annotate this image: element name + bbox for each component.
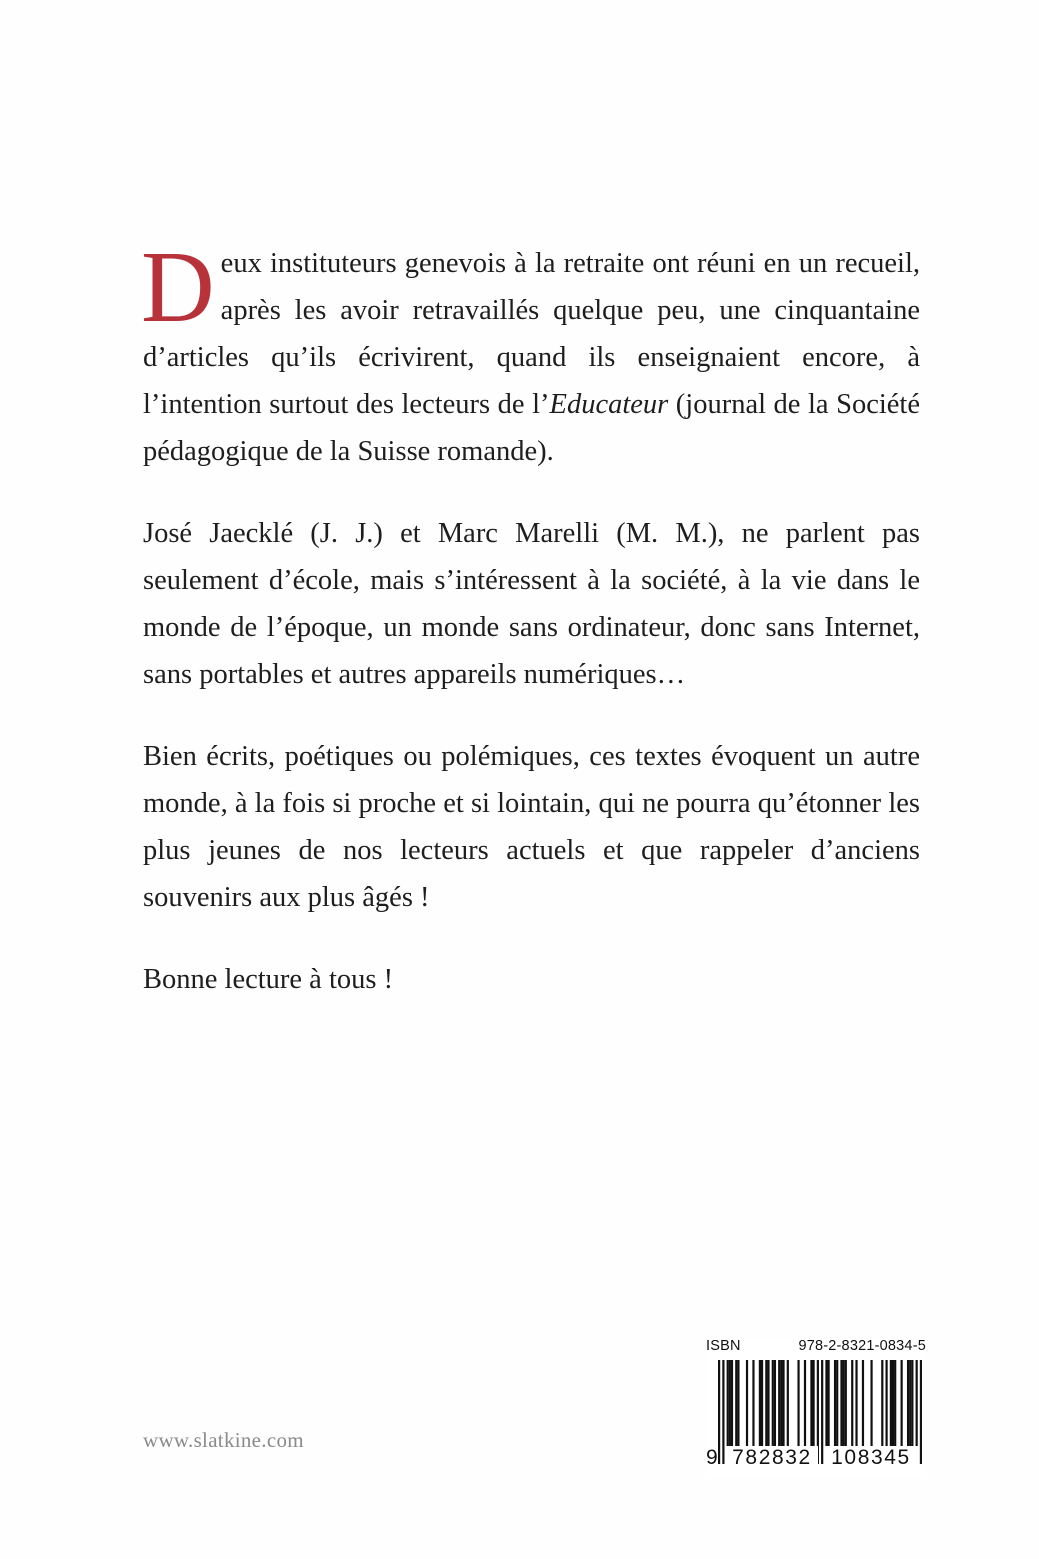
barcode-digits-left: 782832 — [726, 1446, 818, 1470]
barcode-bar — [729, 1360, 731, 1452]
barcode-bar — [836, 1360, 838, 1452]
blurb-paragraph-3: Bien écrits, poétiques ou polémiques, ces textes évoquent un autre monde, à la fois si proche et si lointain, qui ne pourra qu’étonner les plus jeunes de nos lecteurs actuels et que rappeler d’anciens souvenirs aux plus âgés ! — [143, 741, 920, 913]
barcode-bar — [894, 1360, 896, 1452]
isbn-line — [706, 1338, 926, 1358]
barcode-bar — [840, 1360, 842, 1452]
barcode-bar — [752, 1360, 754, 1452]
barcode-bar — [881, 1360, 883, 1452]
barcode-bar — [851, 1360, 853, 1452]
barcode-bar — [767, 1360, 769, 1452]
barcode-digit-first: 9 — [706, 1446, 718, 1469]
blurb-paragraph-4: Bonne lecture à tous ! — [143, 964, 394, 995]
barcode-bar — [843, 1360, 845, 1452]
barcode-bar — [735, 1360, 737, 1452]
barcode-bar — [778, 1360, 780, 1452]
barcode-bar — [834, 1360, 836, 1452]
isbn-number: 978-2-8321-0834-5 — [798, 1338, 926, 1354]
barcode-bar — [797, 1360, 799, 1452]
barcode-bar — [782, 1360, 784, 1452]
drop-cap: D — [141, 231, 215, 344]
barcode-bar — [731, 1360, 733, 1452]
barcode-bar — [909, 1360, 911, 1452]
barcode-bar — [901, 1360, 903, 1452]
barcode-bar — [765, 1360, 767, 1452]
paragraph-1-text-end: (journal de la Société pédagogique de la Suisse romande). — [143, 389, 920, 467]
barcode-bar — [780, 1360, 782, 1452]
barcode-bar — [845, 1360, 847, 1452]
barcode-bar — [810, 1360, 812, 1452]
isbn-label: ISBN — [706, 1338, 741, 1354]
barcode-bar — [787, 1360, 789, 1452]
barcode-bar — [812, 1360, 814, 1452]
isbn-barcode — [706, 1338, 926, 1478]
barcode-bar — [727, 1360, 729, 1452]
barcode-bar — [862, 1360, 864, 1452]
paragraph-1-text: eux instituteurs genevois à la retraite ont réuni en un recueil, après les avoir retravaillés quelque peu, une cinquantaine d’articles qu’ils écrivirent, quand ils enseignaient encore, à l’intention surtout des lecteurs de l’ — [143, 248, 920, 420]
barcode-bar — [890, 1360, 892, 1452]
barcode-bar — [911, 1360, 913, 1452]
barcode-bar — [737, 1360, 739, 1452]
barcode-bar — [759, 1360, 761, 1452]
barcode-bar — [804, 1360, 806, 1452]
barcode-bar — [828, 1360, 830, 1452]
barcode-bar — [774, 1360, 776, 1452]
blurb-paragraph-2: José Jaecklé (J. J.) et Marc Marelli (M. M.), ne parlent pas seulement d’école, mais s’intéressent à la société, à la vie dans le monde de l’époque, un monde sans ordinateur, donc sans Internet, sans portables et autres appareils numériques… — [143, 518, 920, 690]
blurb-paragraph-1 — [141, 231, 920, 475]
publisher-website: www.slatkine.com — [143, 1428, 304, 1452]
barcode-bar — [892, 1360, 894, 1452]
barcode-bar — [885, 1360, 887, 1452]
barcode-digits — [706, 1446, 926, 1470]
barcode-bar — [855, 1360, 857, 1452]
barcode-bar — [772, 1360, 774, 1452]
barcode-bar — [825, 1360, 827, 1452]
barcode-bar — [746, 1360, 748, 1452]
journal-title: Educateur — [549, 389, 669, 420]
barcode-bar — [907, 1360, 909, 1452]
blurb-text — [141, 231, 920, 1038]
barcode-digits-right: 108345 — [824, 1446, 918, 1470]
barcode-bar — [870, 1360, 872, 1452]
barcode-bar — [761, 1360, 763, 1452]
